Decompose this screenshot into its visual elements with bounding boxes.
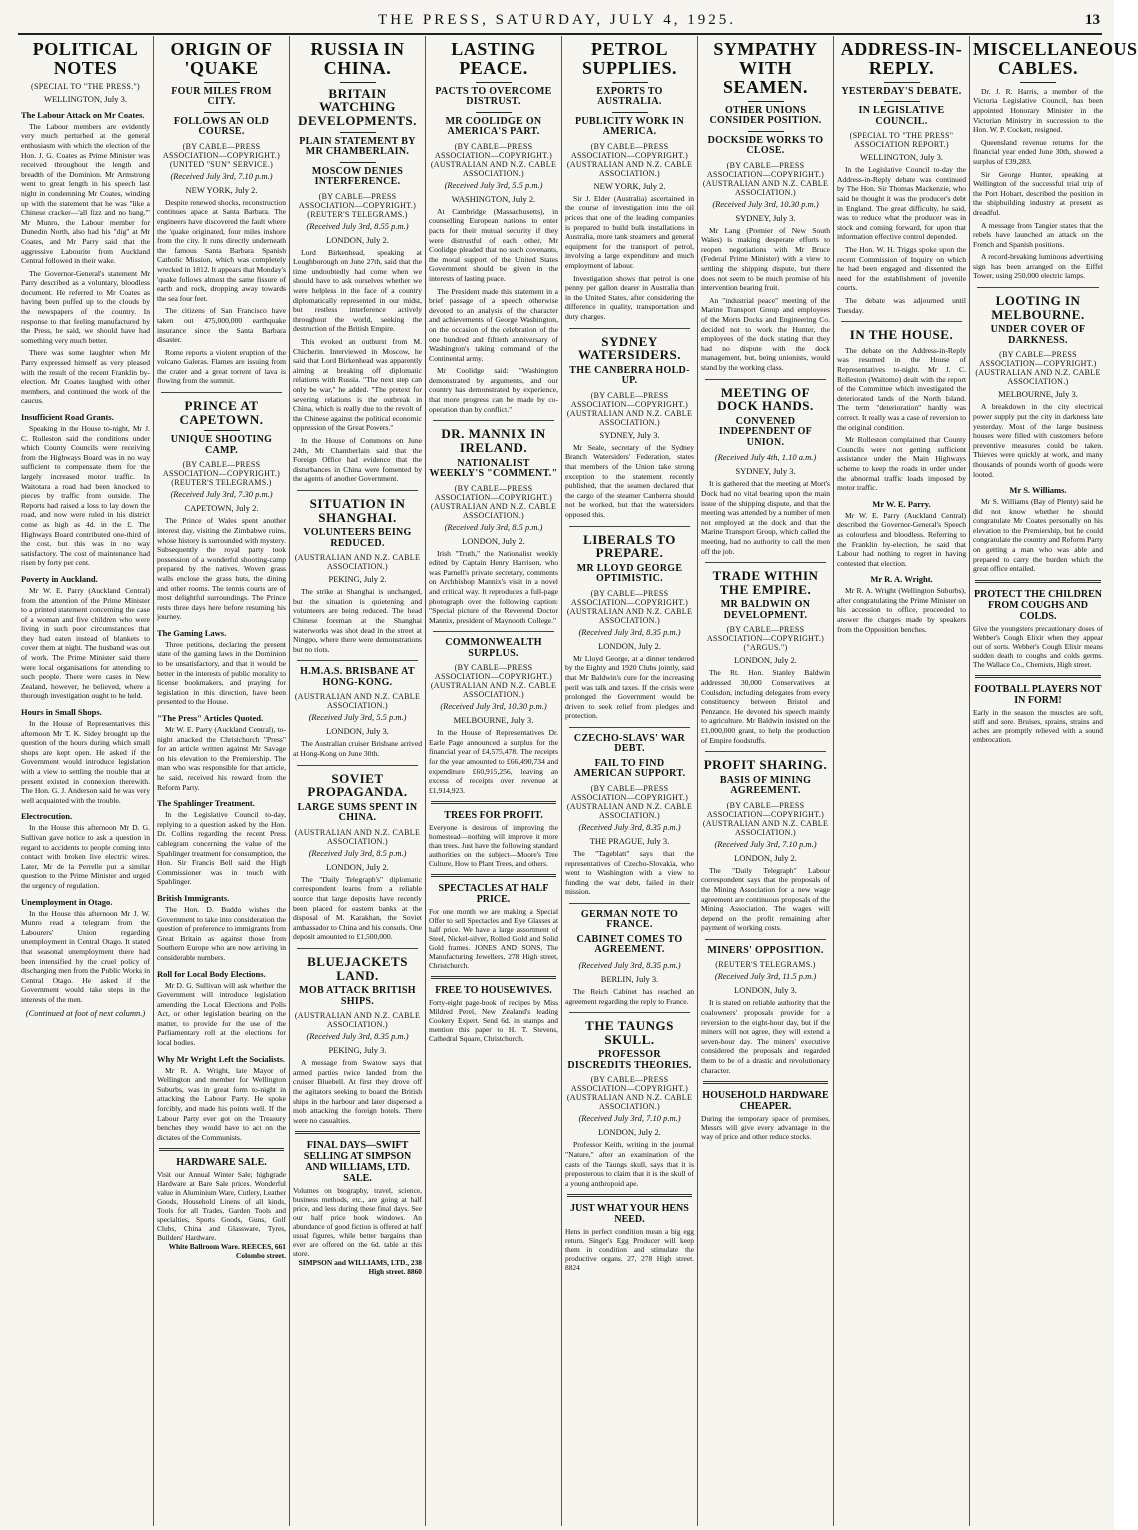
ad-body: Everyone is desirous of improving the homestead—nothing will improve it more than trees. Just have the following standard authorities on the subject—Moore's Tree Culture, How to Plant Trees, and others. [429, 823, 558, 869]
ad-body: Give the youngsters precautionary doses of Webber's Cough Elixir when they appear out of sorts. Webber's Cough Elixir means sudden death to coughs and colds germs. The Wallace Co., Chemists, High street. [973, 623, 1103, 669]
article-paragraph: The Labour members are evidently very much perturbed at the general enthusiasm with which the election of the Hon. J. G. Coates as Prime Minister was received throughout the length and breadth of the Dominion. Mr Armstrong went to great length in his speech last night in condemning Mr Coates, winding up with the statement that he was "like a Chinese cracker—'all fizz and no bang.'" Mr Munro, the Labour member for Dunedin North, also had his "dig" at Mr Coates, and Mr Parry said that the aggressive Labourite from Auckland Central followed in their wake. [21, 121, 150, 266]
dateline: LONDON, July 2. [326, 234, 389, 245]
article-paragraph: Mr Seale, secretary of the Sydney Branch Watersiders' Federation, states that members of the Union take strong exception to the statement recently published, that the seamen declared that the cargo of the steamer Canberra should not be worked, but that the watersiders opposed this. [565, 442, 694, 519]
separator [705, 379, 826, 380]
headline: DR. MANNIX IN IRELAND. [441, 426, 546, 455]
advertisement [565, 1203, 694, 1272]
article-paragraph: In the House this afternoon Mr D. G. Sullivan gave notice to ask a question in regard to accidents to people coming into contact with broken live electric wires. Later, Mr de la Perrelle put a similar question to the Prime Minister and urged the urgency of regulation. [21, 823, 150, 890]
advertisement [973, 589, 1103, 669]
ad-heading: FINAL DAYS—SWIFT SELLING AT SIMPSON AND WILLIAMS, LTD. SALE. [303, 1140, 412, 1185]
dateline: BERLIN, July 3. [600, 973, 659, 984]
article-paragraph: Speaking in the House to-night, Mr J. C. Rolleston said the conditions under which County Councils were receiving from the Highways Board was in no way sufficient to compensate them for the largely increased motor traffic. In Waitotara a road had been knocked to pieces by traffic from outside. The Reports had raised a loss to lay down the road, and now were ruled in his district come as high as 4d. in the £. The Highways Board contributed one-third of the cost, but this was in no way satisfactory. The cost of maintenance had risen by forty per cent. [21, 424, 150, 568]
article-paragraph: The debate was adjourned until Tuesday. [837, 296, 966, 315]
divider [884, 101, 920, 102]
ad-body: For one month we are making a Special Offer to sell Spectacles and Eye Glasses at half price. We have a large assortment of Steel, Nickel-silver, Rolled Gold and Solid Gold frames. JONES AND SONS, The Manufacturing Jewellers, 278 High street, Christchurch. [429, 907, 558, 971]
cable-credit: (BY CABLE—PRESS ASSOCIATION—COPYRIGHT.) (AUSTRALIAN AND N.Z. CABLE ASSOCIATION.) [566, 783, 693, 820]
cable-credit: (BY CABLE—PRESS ASSOCIATION—COPYRIGHT.) ("ARGUS.") [706, 625, 825, 653]
dateline: SYDNEY, July 3. [735, 466, 796, 477]
headline: PETROL SUPPLIES. [581, 39, 678, 78]
section-head: The Labour Attack on Mr Coates. [21, 109, 145, 120]
separator [975, 675, 1101, 678]
cable-credit: (BY CABLE—PRESS ASSOCIATION—COPYRIGHT.) (AUSTRALIAN AND N.Z. CABLE ASSOCIATION.) [430, 483, 557, 520]
ad-body: Hens in perfect condition mean a big egg return. Singer's Egg Producer will keep them in condition and stimulate the productive organs. 27, 278 High street. 8824 [565, 1227, 694, 1273]
headline: SYMPATHY WITH SEAMEN. [713, 39, 818, 97]
article-paragraph: An "industrial peace" meeting of the Marine Transport Group and employees of the Morts Docks and Engineering Co. decided not to work the Hunter, the employees of the dock stating that they had no dispute with the dock management, but, being unionists, would stand by the working class. [701, 295, 830, 372]
headline: LASTING PEACE. [451, 39, 536, 78]
article-paragraph: It is stated on reliable authority that the coalowners' proposals provide for a reversion to the eight-hour day, but if the miners will not agree, they will extend a seven-hour day. The miners' executive considered the proposals and regarded them to be of a drastic and revolutionary character. [701, 998, 830, 1075]
subheadline: NATIONALIST WEEKLY'S "COMMENT." [429, 457, 558, 480]
received-time: (Received July 3rd, 7.10 p.m.) [170, 170, 273, 181]
separator [161, 392, 282, 393]
received-time: (Received July 3rd, 7.10 p.m.) [714, 838, 817, 849]
article-paragraph: The President made this statement in a brief passage of a speech otherwise devoted to an analysis of the character and achievements of George Washington, on the occasion of the celebration of the one hundred and fiftieth anniversary of Washington's taking command of the Continental army. [429, 286, 558, 363]
column-miscellaneous-cables [970, 36, 1138, 1526]
dateline: LONDON, July 2. [598, 640, 661, 651]
article-paragraph: It is gathered that the meeting at Mort's Dock had no vital bearing upon the main issue of the shipping dispute, and that the meeting was attended by a number of men not employed at the dock and that the Marine Transport Group, which called the meeting, had no authority to call the men off the job. [701, 479, 830, 556]
article-paragraph: There was some laughter when Mr Parry expressed himself as very pleased with the result of the recent Franklin by-election. Mr Coates laughed with other members, and continued the work of the caucus. [21, 348, 150, 406]
ad-heading: FREE TO HOUSEWIVES. [435, 985, 552, 997]
subheadline: OTHER UNIONS CONSIDER POSITION. [709, 104, 822, 127]
masthead-title: THE PRESS, SATURDAY, JULY 4, 1925. [378, 12, 736, 28]
cable-credit: (BY CABLE—PRESS ASSOCIATION—COPYRIGHT.) (AUSTRALIAN AND N.Z. CABLE ASSOCIATION.) [566, 390, 693, 427]
subheadline: BRITAIN WATCHING DEVELOPMENTS. [298, 85, 417, 129]
dateline: LONDON, July 2. [734, 655, 797, 666]
article-paragraph: This evoked an outburst from M. Chicherin. Interviewed in Moscow, he said that Lord Birkenhead was apparently aiming at breaking off diplomatic relations with Russia. "The next step can only be war," he added. "The pretext for severing relations is the outbreak in China, which is really due to the revolt of the Chinese against the political economic oppression of the Great Powers." [293, 337, 422, 433]
headline: CZECHO-SLAVS' WAR DEBT. [573, 732, 686, 755]
subheadline: PACTS TO OVERCOME DISTRUST. [435, 85, 552, 108]
separator [569, 328, 690, 329]
cable-credit: (BY CABLE—PRESS ASSOCIATION—COPYRIGHT.) (UNITED "SUN" SERVICE.) [162, 141, 281, 169]
headline: LOOTING IN MELBOURNE. [991, 293, 1085, 322]
separator [297, 660, 418, 661]
article-paragraph: Dr. J. R. Harris, a member of the Victoria Legislative Council, has been appointed Honorary Minister in the Victorian Ministry in succession to the Hon. W. P. Cockett, resigned. [973, 86, 1103, 135]
section-head: Mr S. Williams. [1009, 485, 1067, 496]
headline: COMMONWEALTH SURPLUS. [445, 637, 542, 659]
received-time: (Received July 3rd, 8.35 p.m.) [578, 626, 681, 637]
cable-credit: (BY CABLE—PRESS ASSOCIATION—COPYRIGHT.) (AUSTRALIAN AND N.Z. CABLE ASSOCIATION.) [702, 160, 829, 197]
headline: POLITICAL NOTES [32, 39, 139, 78]
article-paragraph: Three petitions, declaring the present state of the gaming laws in the Dominion to be unsatisfactory, and that it would be better in the interests of public morality to license bookmakers, and praying for legislation in this direction, have been presented to the House. [157, 639, 286, 707]
article-paragraph: A breakdown in the city electrical power supply put the city in darkness late yesterday. Most of the large business houses were filled with customers before preventive measures could be taken. Thieves were quickly at work, and many thousands of pounds worth of goods were looted. [973, 402, 1103, 479]
separator [569, 1012, 690, 1013]
dateline: CAPETOWN, July 2. [184, 503, 259, 514]
cable-credit: (AUSTRALIAN AND N.Z. CABLE ASSOCIATION.) [294, 827, 421, 846]
dateline: MELBOURNE, July 3. [453, 715, 534, 726]
advertisement [157, 1157, 286, 1260]
masthead [0, 0, 1114, 34]
article-paragraph: Mr D. G. Sullivan will ask whether the Government will introduce legislation amending the Local Elections and Polls Act, or other legislation bearing on the matter, to provide for the use of the Parliamentary roll at the elections for local bodies. [157, 980, 286, 1048]
section-head: Roll for Local Body Elections. [157, 968, 266, 979]
dateline: THE PRAGUE, July 3. [589, 835, 670, 846]
article-paragraph: The Australian cruiser Brisbane arrived at Hong-Kong on June 30th. [293, 739, 422, 758]
separator [297, 765, 418, 766]
headline: GERMAN NOTE TO FRANCE. [580, 908, 679, 931]
section-head: The Spahlinger Treatment. [157, 798, 255, 809]
page-number: 13 [1085, 12, 1100, 28]
cable-credit: (SPECIAL TO "THE PRESS" ASSOCIATION REPORT.) [849, 131, 954, 150]
received-time: (Received July 3rd, 7.30 p.m.) [170, 489, 273, 500]
ad-body: Forty-eight page-book of recipes by Miss Mildred Perel, New Zealand's leading Cookery Expert. Send 6d. in stamps and mention this paper to H. T. Stevens, Cathedral Square, Christchurch. [429, 998, 558, 1044]
ad-body: Early in the season the muscles are soft, stiff and sore. Bruises, sprains, strains and aches are promptly relieved with a sound embrocation. [973, 707, 1103, 744]
column-lasting-peace [426, 36, 562, 1526]
divider [884, 82, 920, 83]
article-paragraph: Mr W. E. Parry (Auckland Central) from the attention of the Prime Minister to a printed statement concerning the case of a woman and five children who were living in such poor circumstances that they had eaten instead of blankets to cover them at night. The husband was out of work. The Prime Minister said there were local organisations for attending to such people. There were cases in New Zealand, however, he believed, where a thorough investigation ought to be held. [21, 585, 150, 701]
section-head: Poverty in Auckland. [21, 573, 98, 584]
headline: H.M.A.S. BRISBANE AT HONG-KONG. [300, 666, 415, 688]
column-address-in-reply [834, 36, 970, 1526]
dateline: SYDNEY, July 3. [599, 429, 660, 440]
cable-credit: (AUSTRALIAN AND N.Z. CABLE ASSOCIATION.) [294, 692, 421, 711]
subheadline: BASIS OF MINING AGREEMENT. [719, 774, 812, 797]
article-paragraph: In the Legislative Council to-day, replying to a question asked by the Hon. Dr. Collins regarding the recent Press cablegram concerning the value of the Spahlinger treatment for consumption, the Hon. Sir Francis Bell said the High Commissioner was in touch with Spahlinger. [157, 810, 286, 887]
subheadline: MOSCOW DENIES INTERFERENCE. [311, 165, 404, 188]
divider [612, 82, 648, 83]
ad-heading: JUST WHAT YOUR HENS NEED. [570, 1203, 689, 1226]
received-time: (Received July 3rd, 10.30 p.m.) [440, 701, 547, 712]
article-paragraph: A message from Swatow says that armed parties twice landed from the cruiser Bluebell. At first they drove off the agitators seeking to board the British ships in the harbour and later dispersed a mob attacking the foreign hotels. There were no casualties. [293, 1058, 422, 1125]
top-rule [18, 33, 1102, 35]
separator [433, 631, 554, 632]
advertisement [701, 1090, 830, 1141]
article-paragraph: In the House of Representatives this afternoon Mr T. K. Sidey brought up the question of the hours during which small shops are kept open. He asked if the Government would introduce legislation with a view to settling the trouble that at present existed in connexion therewith. The Hon. G. J. Anderson said he was very well acquainted with the trouble. [21, 719, 150, 805]
article-paragraph: The Governor-General's statement Mr Parry described as a voluntary, bloodless document. He referred to Mr Coates as having been puffed up to the clouds by the newspapers of the country. In response to that feeling manufactured by the Press, he said, we should have had something very much better. [21, 268, 150, 345]
separator [569, 526, 690, 527]
received-time: (Received July 3rd, 5.5 p.m.) [444, 179, 543, 190]
dateline: WELLINGTON, July 3. [44, 93, 127, 104]
section-head: "The Press" Articles Quoted. [157, 713, 264, 724]
dateline: LONDON, July 2. [326, 861, 389, 872]
article-paragraph: Investigation shows that petrol is one penny per gallon dearer in Australia than in the United States, after considering the difference in quality, transportation and duty charges. [565, 273, 694, 321]
separator [431, 976, 556, 979]
dateline: WELLINGTON, July 3. [860, 152, 943, 163]
dateline: MELBOURNE, July 3. [998, 389, 1078, 400]
section-head: Mr W. E. Parry. [872, 498, 931, 509]
article-paragraph: Mr Lloyd George, at a dinner tendered by the Eighty and 1920 Clubs jointly, said that Mr Baldwin's cure for the increasing peril was talk and taxes. If the crisis were prolonged the Government would be driven to seek relief from pledges and protection. [565, 653, 694, 721]
section-head: British Immigrants. [157, 892, 230, 903]
separator [159, 1148, 284, 1151]
received-time: (Received July 3rd, 11.5 p.m.) [714, 971, 817, 982]
dateline: LONDON, July 2. [598, 1127, 661, 1138]
ad-heading: HOUSEHOLD HARDWARE CHEAPER. [702, 1090, 829, 1113]
columns [18, 36, 1138, 1526]
received-time: (Received July 3rd, 7.10 p.m.) [578, 1113, 681, 1124]
column-petrol-supplies [562, 36, 698, 1526]
article-paragraph: At Cambridge (Massachusetts), in counselling European nations to enter pacts for their mutual security if they were distrustful of each other, Mr Coolidge pleaded that no such covenants, the moral support of the United States Government should be given in the interests of lasting peace. [429, 206, 558, 283]
received-time: (Received July 3rd, 8.5 p.m.) [444, 521, 543, 532]
article-paragraph: In the House of Commons on June 24th, Mr Chamberlain said that the Foreign Office had evidence that the disturbances in China were fomented by the agents of another Government. [293, 435, 422, 484]
headline: BLUEJACKETS LAND. [307, 954, 408, 983]
received-time: (Received July 3rd, 8.35 p.m.) [578, 821, 681, 832]
cable-credit: (BY CABLE—PRESS ASSOCIATION—COPYRIGHT.) (AUSTRALIAN AND N.Z. CABLE ASSOCIATION.) [975, 350, 1101, 387]
article-paragraph: Mr R. A. Wright, late Mayor of Wellington and member for Wellington Suburbs, was in great form to-night in attacking the Labour Party. He spoke forcibly, and made his points well. If the Labour Party ever got on the Treasury benches they would have to act on the dictates of the Communists. [157, 1065, 286, 1142]
article-paragraph: In the House of Representatives Dr. Earle Page announced a surplus for the financial year of £4,575,478. The receipts for the year amounted to £66,490,734 and expenditure £60,915,256, leaving an excess of receipts over revenue at £1,914,923. [429, 728, 558, 795]
subheadline: LARGE SUMS SPENT IN CHINA. [297, 801, 418, 824]
dateline: LONDON, July 2. [462, 535, 525, 546]
subheadline: PROFESSOR DISCREDITS THEORIES. [567, 1049, 692, 1071]
ad-body: During the temporary space of premises, Messrs will give every advantage in the way of price and other reduce stocks. [701, 1114, 830, 1142]
advertisement [429, 883, 558, 970]
source-line: (SPECIAL TO "THE PRESS.") [30, 81, 140, 91]
ad-body: Volumes on biography, travel, science, business methods, etc., are going at half price, and less during these final days. See our half price book windows. An abundance of good fiction is offered at half usual figures, while better bargains than ever are offered on the 6d. table at this store. [293, 1186, 422, 1259]
subheadline: CONVENED INDEPENDENT OF UNION. [718, 415, 813, 448]
headline: THE TAUNGS SKULL. [585, 1018, 674, 1047]
headline: PRINCE AT CAPETOWN. [179, 398, 264, 427]
subheadline: FOLLOWS AN OLD COURSE. [173, 115, 270, 138]
cable-credit: (AUSTRALIAN AND N.Z. CABLE ASSOCIATION.) [294, 1011, 421, 1030]
divider [340, 82, 376, 83]
separator [703, 1081, 828, 1084]
article-paragraph: Mr Rolleston complained that County Councils were not getting sufficient assistance under the Main Highways scheme to keep the roads in order under the abnormal traffic loads imposed by motor traffic. [837, 435, 966, 493]
headline: PROFIT SHARING. [703, 757, 828, 773]
subheadline: MR COOLIDGE ON AMERICA'S PART. [445, 115, 542, 138]
article-paragraph: The strike at Shanghai is unchanged, but the situation is quietening and volunteers are being reduced. The head Chinese foreman at the Shanghai waterworks was shot dead in the street at Ningpo, where there were demonstrations but no riots. [293, 587, 422, 654]
article-paragraph: Mr Lang (Premier of New South Wales) is making desperate efforts to reopen negotiations with Mr Bruce (Federal Prime Minister) with a view to settling the shipping dispute, but there does not seem to be much promise of his intervention bearing fruit. [701, 225, 830, 293]
dateline: WASHINGTON, July 2. [451, 193, 536, 204]
ad-heading: TREES FOR PROFIT. [444, 810, 543, 822]
divider [204, 430, 240, 431]
section-head: Electrocution. [21, 811, 73, 822]
separator [841, 321, 962, 322]
article-paragraph: The Hon. D. Buddo wishes the Government to take into consideration the question of preference to immigrants from Great Britain as against those from Southern Europe who are now arriving in considerable numbers. [157, 904, 286, 962]
separator [431, 801, 556, 804]
headline: MEETING OF DOCK HANDS. [717, 384, 814, 414]
subheadline: FOUR MILES FROM CITY. [171, 85, 272, 108]
section-head: Insufficient Road Grants. [21, 412, 114, 422]
article-paragraph: Sir J. Elder (Australia) ascertained in the course of investigation into the oil prices that one of the leading companies is prepared to build bulk installations in Australia, more tank steamers and general equipment for the transport of petrol, involving a large expenditure and much employment of labour. [565, 193, 694, 270]
subheadline: MR LLOYD GEORGE OPTIMISTIC. [576, 562, 683, 585]
ad-heading: PROTECT THE CHILDREN FROM COUGHS AND COLDS. [974, 588, 1102, 622]
subheadline: EXPORTS TO AUSTRALIA. [596, 85, 663, 108]
headline: MINERS' OPPOSITION. [707, 944, 824, 956]
section-head: The Gaming Laws. [157, 627, 227, 638]
column-sympathy-seamen [698, 36, 834, 1526]
headline: MISCELLANEOUS CABLES. [973, 39, 1138, 78]
headline: SOVIET PROPAGANDA. [307, 770, 408, 800]
article-paragraph: The "Tageblatt" says that the representatives of Czecho-Slovakia, who went to Washington with a view to funding the war debt, failed in their mission. [565, 848, 694, 897]
received-time: (Received July 3rd, 8.5 p.m.) [308, 847, 407, 858]
dateline: SYDNEY, July 3. [735, 212, 796, 223]
divider [1020, 82, 1056, 83]
dateline: LONDON, July 3. [734, 985, 797, 996]
section-head: Unemployment in Otago. [21, 896, 113, 907]
headline: SITUATION IN SHANGHAI. [309, 495, 406, 525]
column-quake [154, 36, 290, 1526]
ad-heading: FOOTBALL PLAYERS NOT IN FORM! [974, 683, 1102, 706]
divider [340, 162, 376, 163]
separator [297, 490, 418, 491]
separator [975, 580, 1101, 583]
column-russia-china [290, 36, 426, 1526]
subheadline: MOB ATTACK BRITISH SHIPS. [299, 985, 416, 1007]
subheadline: PUBLICITY WORK IN AMERICA. [574, 115, 684, 138]
separator [297, 948, 418, 949]
article-paragraph: The Rt. Hon. Stanley Baldwin addressed 30,000 Conservatives at Coulsdon, including delegates from every constituency between Bristol and Penzance. He devoted his speech mainly to agriculture. Mr Baldwin insisted on the £1,000,000 grant, to help the production of Empire foodstuffs. [701, 668, 830, 745]
article-paragraph: Lord Birkenhead, speaking at Loughborough on June 27th, said that the time undoubtedly had come when we should have to ask ourselves whether we were helpless in the face of a country diplomatically represented in our midst, but restless interference actively throughout the world, seeking the destruction of the British Empire. [293, 247, 422, 334]
headline: ADDRESS-IN-REPLY. [840, 39, 963, 78]
column-political-notes [18, 36, 154, 1526]
divider [748, 101, 784, 102]
article-paragraph: Queensland revenue returns for the financial year ended June 30th, showed a surplus of £39,283. [973, 137, 1103, 166]
cable-credit: (BY CABLE—PRESS ASSOCIATION—COPYRIGHT.) (REUTER'S TELEGRAMS.) [298, 191, 417, 219]
subheadline: VOLUNTEERS BEING REDUCED. [303, 527, 412, 549]
dateline: PEKING, July 2. [328, 574, 387, 585]
cable-credit: (BY CABLE—PRESS ASSOCIATION—COPYRIGHT.) (AUSTRALIAN AND N.Z. CABLE ASSOCIATION.) [566, 1075, 693, 1112]
ad-heading: SPECTACLES AT HALF PRICE. [438, 883, 549, 906]
continued-note: (Continued at foot of next column.) [25, 1008, 146, 1019]
separator [569, 903, 690, 904]
ad-heading: HARDWARE SALE. [176, 1157, 267, 1169]
received-time: (Received July 4th, 1.10 a.m.) [714, 452, 817, 463]
subheadline: PLAIN STATEMENT BY MR CHAMBERLAIN. [299, 135, 416, 158]
separator [431, 874, 556, 877]
article-paragraph: Irish "Truth," the Nationalist weekly edited by Captain Henry Harrison, who was Parnell's private secretary, comments on Archbishop Mannix's visit in a novel and critical way. It reproduces a full-page photograph over the following caption: "Special picture of the Reverend Doctor Mannix, president of Maynooth College." [429, 548, 558, 625]
article-paragraph: The debate on the Address-in-Reply was resumed in the House of Representatives to-night. Mr J. C. Rolleston (Waitomo) dealt with the report of the Committee which investigated the deteriorated lands of the North Island. The term "deterioration" hardly was correct. It really was a case of reversion to the original condition. [837, 345, 966, 432]
article-paragraph: Mr S. Williams (Bay of Plenty) said he did not know whether he should congratulate Mr Coates personally on his elevation to the Premiership, but he could congratulate the country and Reform Party on getting a man who was able and prepared to carry the burden which the great office entailed. [973, 497, 1103, 574]
article-paragraph: Mr W. E. Parry (Auckland Central) described the Governor-General's Speech as colourless and bloodless. Referring to the Franklin by-election, he said that Labour had nothing to regret in having contested that election. [837, 510, 966, 568]
dateline: LONDON, July 2. [734, 852, 797, 863]
divider [340, 132, 376, 133]
article-paragraph: The "Daily Telegraph's" diplomatic correspondent learns from a reliable source that large deposits have recently been placed for eastern banks at the disposal of M. Karakhan, the Soviet ambassador to China and his consuls. One deposit amounted to £1,500,000. [293, 874, 422, 942]
article-paragraph: Rome reports a violent eruption of the volcano Galeras. Flames are issuing from the crater and a great torrent of lava is flowing from the summit. [157, 347, 286, 386]
headline: SYDNEY WATERSIDERS. [578, 333, 681, 363]
subheadline: CABINET COMES TO AGREEMENT. [576, 933, 683, 956]
ad-signature: SIMPSON and WILLIAMS, LTD., 238 High street. 8860 [298, 1258, 422, 1277]
headline: ORIGIN OF 'QUAKE [170, 39, 273, 78]
divider [204, 82, 240, 83]
headline: TRADE WITHIN THE EMPIRE. [712, 568, 819, 597]
separator [705, 939, 826, 940]
subheadline: THE CANBERRA HOLD-UP. [569, 364, 690, 387]
article-paragraph: A message from Tangier states that the rebels have launched an attack on the French and Spanish positions. [973, 220, 1103, 249]
cable-credit: (BY CABLE—PRESS ASSOCIATION—COPYRIGHT.) (AUSTRALIAN AND N.Z. CABLE ASSOCIATION.) [566, 141, 693, 178]
dateline: NEW YORK, July 2. [185, 184, 258, 195]
divider [748, 131, 784, 132]
separator [433, 420, 554, 421]
received-time: (Received July 3rd, 8.55 p.m.) [306, 220, 409, 231]
cable-credit: (AUSTRALIAN AND N.Z. CABLE ASSOCIATION.) [294, 553, 421, 572]
headline: IN THE HOUSE. [849, 327, 954, 343]
separator [705, 751, 826, 752]
advertisement [973, 684, 1103, 744]
cable-credit: (BY CABLE—PRESS ASSOCIATION—COPYRIGHT.) (AUSTRALIAN AND N.Z. CABLE ASSOCIATION.) [430, 141, 557, 178]
article-paragraph: Despite renewed shocks, reconstruction continues apace at Santa Barbara. The engineers have discovered the fault where the 'quake originated, four miles inshore from the city. It runs directly underneath the famous Santa Barbara Spanish Catholic Mission, which was completely wrecked in 1812. It appears that Monday's 'quake follows almost the same fissure of earth and rock, dropping away towards the sea four feet. [157, 197, 286, 303]
cable-credit: (BY CABLE—PRESS ASSOCIATION—COPYRIGHT.) (AUSTRALIAN AND N.Z. CABLE ASSOCIATION.) [702, 800, 829, 837]
separator [569, 727, 690, 728]
article-paragraph: The Prince of Wales spent another interest day, visiting the Zimbabwe ruins, whose history is surrounded with mystery. Subsequently the royal party took possession of a wonderful shooting-camp prepared by the natives. Woven grass walls enclose the grass huts, the dining and other rooms. The tennis courts are of most delightful surroundings. The Prince rests three days here before resuming his journey. [157, 516, 286, 622]
section-head: Why Mr Wright Left the Socialists. [157, 1053, 285, 1064]
divider [476, 82, 512, 83]
article-paragraph: A record-breaking luminous advertising sign has been arranged on the Eiffel Tower, using 250,000 electric lamps. [973, 252, 1103, 281]
article-paragraph: The Reich Cabinet has reached an agreement regarding the reply to France. [565, 986, 694, 1006]
separator [977, 287, 1099, 288]
article-paragraph: In the House this afternoon Mr J. W. Munro read a telegram from the Labourers' Union regarding unemployment in Central Otago. It stated that seasonal unemployment there had been intensified by the cruel policy of discharging men from the Public Works in Central Otago. He asked if the Government would take steps in the interests of the men. [21, 908, 150, 1004]
divider [204, 112, 240, 113]
subheadline: IN LEGISLATIVE COUNCIL. [858, 105, 945, 127]
dateline: NEW YORK, July 2. [593, 180, 666, 191]
subheadline: MR BALDWIN ON DEVELOPMENT. [720, 599, 811, 621]
article-paragraph: In the Legislative Council to-day the Address-in-Reply debate was continued by The Hon. Sir Thomas Mackenzie, who said he thought it was the producer's debt in England. The great difficulty, he said, was to reduce what the producer was in stock and coming forward, for upon that information effective control depended. [837, 165, 966, 242]
cable-credit: (BY CABLE—PRESS ASSOCIATION—COPYRIGHT.) (AUSTRALIAN AND N.Z. CABLE ASSOCIATION.) [566, 588, 693, 625]
article-paragraph: Professor Keith, writing in the journal "Nature," after an examination of the casts of the Taungs skull, says that it is preposterous to claim that it is the skull of a young anthropoid ape. [565, 1140, 694, 1188]
subheadline: FAIL TO FIND AMERICAN SUPPORT. [573, 757, 686, 780]
subheadline: DOCKSIDE WORKS TO CLOSE. [707, 134, 824, 157]
received-time: (Received July 3rd, 8.35 p.m.) [306, 1031, 409, 1042]
article-paragraph: Sir George Hunter, speaking at Wellington of the successful trial trip of the Port Hobart, described the position in the shipbuilding industry at present as dreadful. [973, 169, 1103, 217]
cable-credit: (REUTER'S TELEGRAMS.) [715, 960, 816, 970]
received-time: (Received July 3rd, 10.30 p.m.) [712, 198, 819, 209]
headline: RUSSIA IN CHINA. [310, 39, 405, 78]
ad-body: Visit our Annual Winter Sale; highgrade Hardware at Bare Sale prices. Wonderful value in Aluminium Ware, Cutlery, Leather Goods, Household Linens of all kinds, Tools for all Trades, Garden Tools and specialties, Sports Goods, Guns, Golf Clubs, China and Glassware, Tyres, Builders' Hardware. [157, 1170, 286, 1243]
advertisement [293, 1140, 422, 1276]
subheadline: UNDER COVER OF DARKNESS. [990, 324, 1086, 346]
article-paragraph: Mr R. A. Wright (Wellington Suburbs), after congratulating the Prime Minister on his accession to office, proceeded to answer the charges made by speakers from the Opposition benches. [837, 586, 966, 634]
subheadline: UNIQUE SHOOTING CAMP. [170, 434, 273, 456]
advertisement [429, 810, 558, 868]
section-head: Mr R. A. Wright. [870, 574, 933, 585]
article-paragraph: Mr Coolidge said: "Washington demonstrated by arguments, and our country has demonstrated by experience, that more progress can be made by co-operation than by conflict." [429, 366, 558, 414]
cable-credit: (BY CABLE—PRESS ASSOCIATION—COPYRIGHT.) (AUSTRALIAN AND N.Z. CABLE ASSOCIATION.) [430, 663, 557, 700]
cable-credit: (BY CABLE—PRESS ASSOCIATION—COPYRIGHT.) (REUTER'S TELEGRAMS.) [162, 460, 281, 488]
advertisement [429, 985, 558, 1043]
separator [567, 1194, 692, 1197]
article-paragraph: Mr W. E. Parry (Auckland Central), to-night attacked the Christchurch "Press" for an article written against Mr Savage on his elevation to the Premiership. The man who was responsible for that article, he said, received his reward from the Reform Party. [157, 725, 286, 792]
received-time: (Received July 3rd, 5.5 p.m.) [308, 712, 407, 723]
headline: LIBERALS TO PREPARE. [583, 531, 676, 561]
ad-signature: White Ballroom Ware. REECES, 661 Colombo street. [168, 1242, 286, 1261]
article-paragraph: The "Daily Telegraph" Labour correspondent says that the proposals of the Mining Association for a new wage agreement are continuous proposals of the Mining Association. The wages will depend on the profit remaining after payment of working costs. [701, 865, 830, 933]
article-paragraph: The citizens of San Francisco have taken out 475,000,000 earthquake insurance since the Santa Barbara disaster. [157, 306, 286, 345]
separator [705, 562, 826, 563]
dateline: LONDON, July 3. [326, 726, 389, 737]
subheadline: YESTERDAY'S DEBATE. [841, 85, 962, 97]
divider [612, 112, 648, 113]
received-time: (Received July 3rd, 8.35 p.m.) [578, 959, 681, 970]
divider [476, 112, 512, 113]
section-head: Hours in Small Shops. [21, 707, 102, 718]
article-paragraph: The Hon. W. H. Triggs spoke upon the recent Commission of Inquiry on which he had been engaged and dissented the need for the establishment of juvenile courts. [837, 245, 966, 293]
dateline: PEKING, July 3. [328, 1045, 387, 1056]
separator [295, 1131, 420, 1134]
